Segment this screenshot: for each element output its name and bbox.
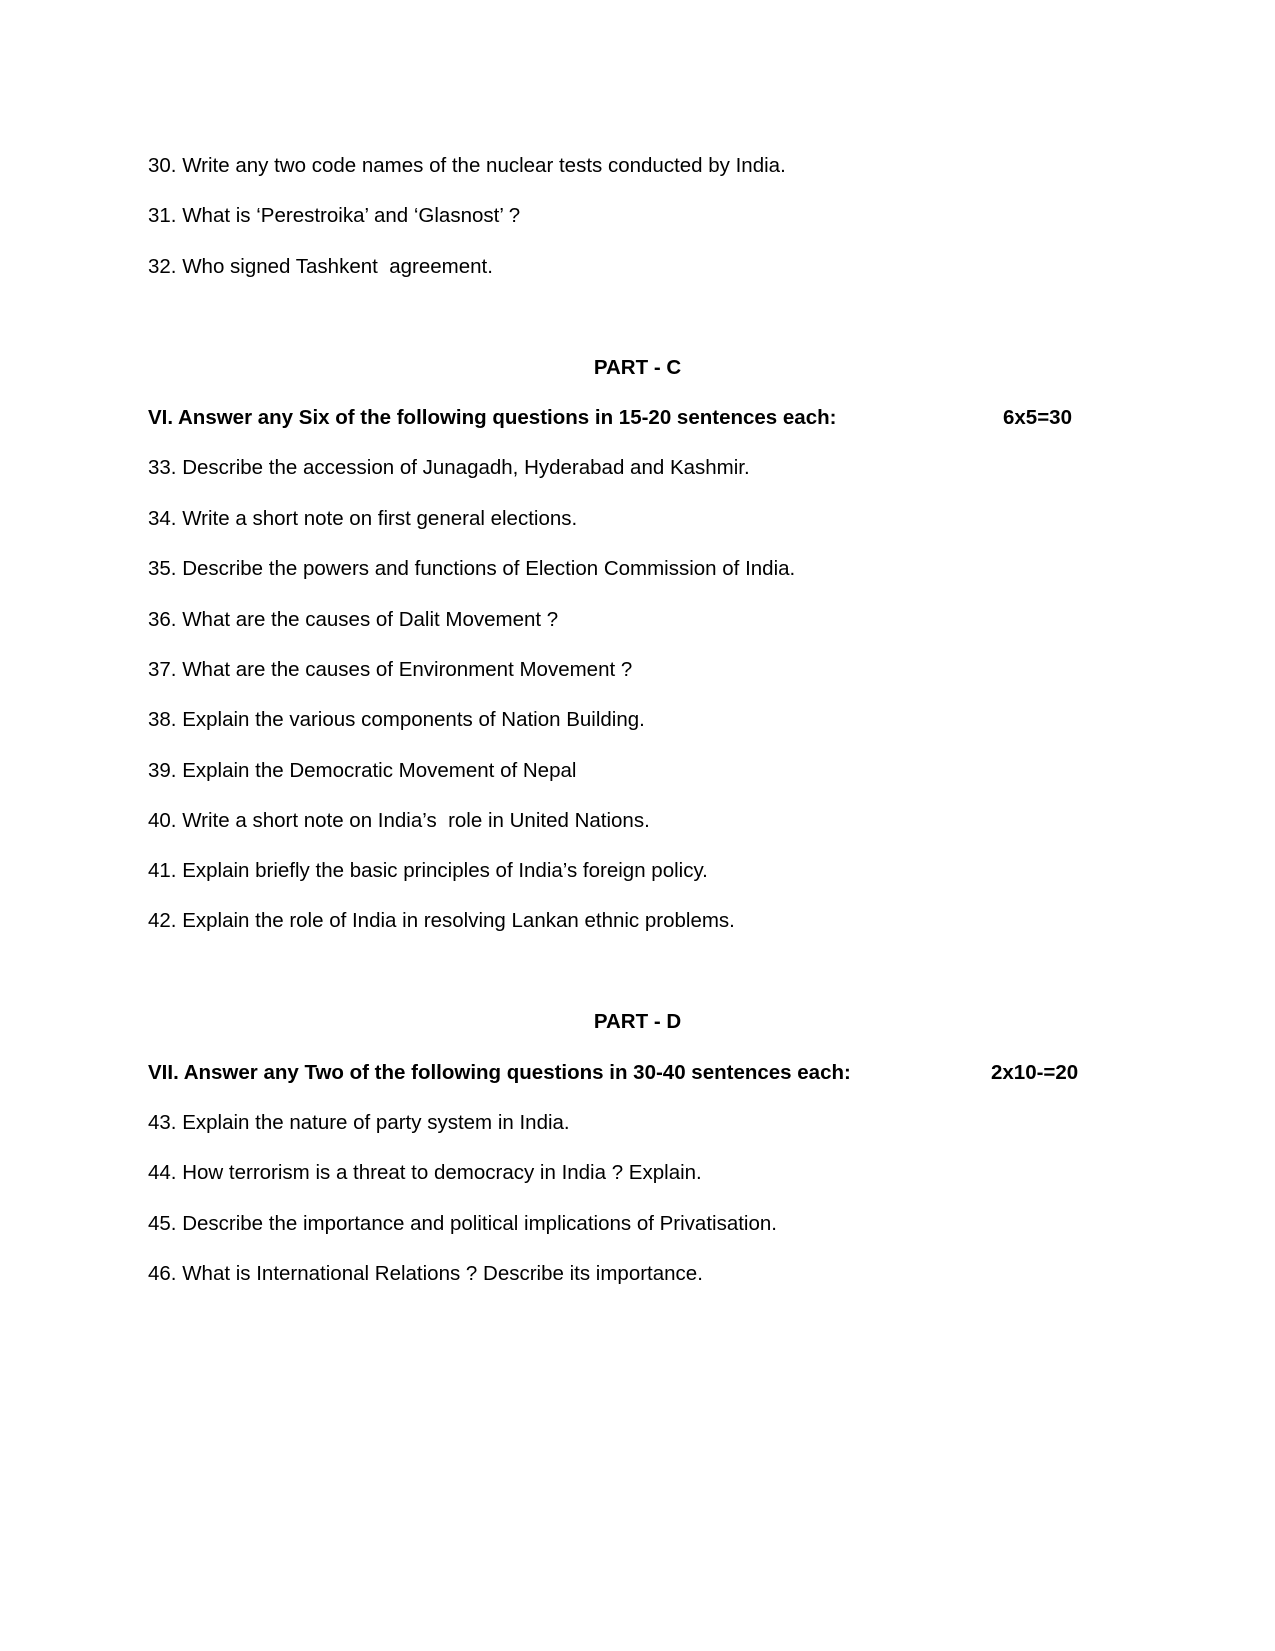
question-32: 32. Who signed Tashkent agreement. <box>148 255 493 278</box>
question-42: 42. Explain the role of India in resolving Lankan ethnic problems. <box>148 909 735 932</box>
part-c-marks: 6x5=30 <box>1003 406 1072 429</box>
part-c-title: PART - C <box>593 356 682 379</box>
question-40: 40. Write a short note on India’s role in United Nations. <box>148 809 650 832</box>
question-44: 44. How terrorism is a threat to democracy in India ? Explain. <box>148 1161 702 1184</box>
question-43: 43. Explain the nature of party system in India. <box>148 1111 570 1134</box>
question-35: 35. Describe the powers and functions of Election Commission of India. <box>148 557 796 580</box>
part-d-marks: 2x10-=20 <box>991 1061 1079 1084</box>
question-34: 34. Write a short note on first general elections. <box>148 507 578 530</box>
question-36: 36. What are the causes of Dalit Movement ? <box>148 608 559 631</box>
question-46: 46. What is International Relations ? Describe its importance. <box>148 1262 703 1285</box>
question-39: 39. Explain the Democratic Movement of Nepal <box>148 759 577 782</box>
question-41: 41. Explain briefly the basic principles of India’s foreign policy. <box>148 859 708 882</box>
part-d-title: PART - D <box>593 1010 682 1033</box>
question-38: 38. Explain the various components of Nation Building. <box>148 708 645 731</box>
part-d-instruction: VII. Answer any Two of the following questions in 30-40 sentences each: <box>148 1061 851 1084</box>
question-33: 33. Describe the accession of Junagadh, Hyderabad and Kashmir. <box>148 456 750 479</box>
question-30: 30. Write any two code names of the nuclear tests conducted by India. <box>148 154 786 177</box>
question-45: 45. Describe the importance and political implications of Privatisation. <box>148 1212 777 1235</box>
question-31: 31. What is ‘Perestroika’ and ‘Glasnost’ ? <box>148 204 521 227</box>
part-c-instruction: VI. Answer any Six of the following questions in 15-20 sentences each: <box>148 406 837 429</box>
question-37: 37. What are the causes of Environment Movement ? <box>148 658 633 681</box>
